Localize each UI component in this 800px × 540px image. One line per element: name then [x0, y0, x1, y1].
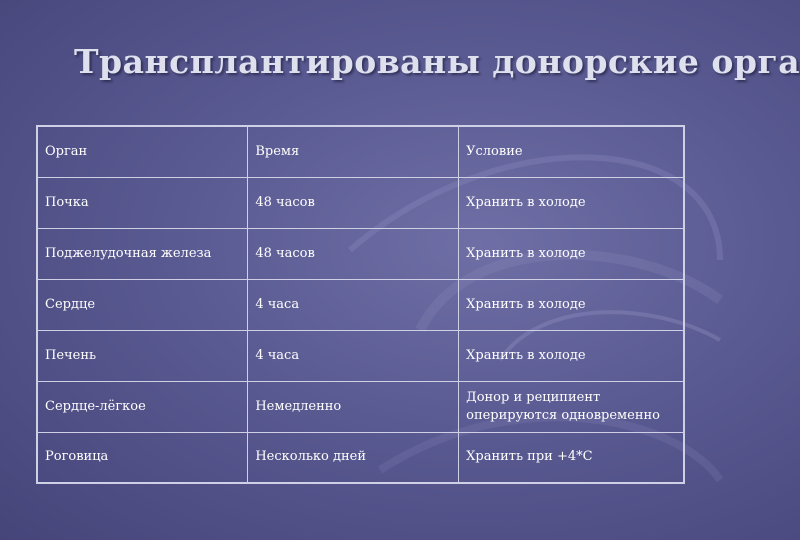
cell-condition: Хранить в холоде [459, 228, 684, 279]
cell-time: 48 часов [248, 228, 459, 279]
table-row [37, 330, 684, 381]
header-cell-time: Время [248, 126, 459, 177]
table-row [37, 177, 684, 228]
cell-organ: Сердце [37, 279, 248, 330]
cell-condition: Донор и реципиент оперируются одновременно [459, 381, 684, 432]
header-cell-condition: Условие [459, 126, 684, 177]
cell-organ: Роговица [37, 432, 248, 483]
cell-time: 48 часов [248, 177, 459, 228]
table-row [37, 279, 684, 330]
cell-organ: Печень [37, 330, 248, 381]
table-row [37, 432, 684, 483]
table-row [37, 381, 684, 432]
table-row [37, 228, 684, 279]
organ-table [36, 125, 685, 484]
header-cell-organ: Орган [37, 126, 248, 177]
cell-organ: Поджелудочная железа [37, 228, 248, 279]
table-header-row [37, 126, 684, 177]
cell-condition: Хранить в холоде [459, 330, 684, 381]
cell-condition: Хранить в холоде [459, 279, 684, 330]
cell-time: Немедленно [248, 381, 459, 432]
cell-organ: Сердце-лёгкое [37, 381, 248, 432]
slide-title: Трансплантированы донорские орга [74, 42, 800, 81]
cell-time: Несколько дней [248, 432, 459, 483]
cell-time: 4 часа [248, 279, 459, 330]
cell-organ: Почка [37, 177, 248, 228]
cell-condition: Хранить при +4*С [459, 432, 684, 483]
cell-condition: Хранить в холоде [459, 177, 684, 228]
cell-time: 4 часа [248, 330, 459, 381]
